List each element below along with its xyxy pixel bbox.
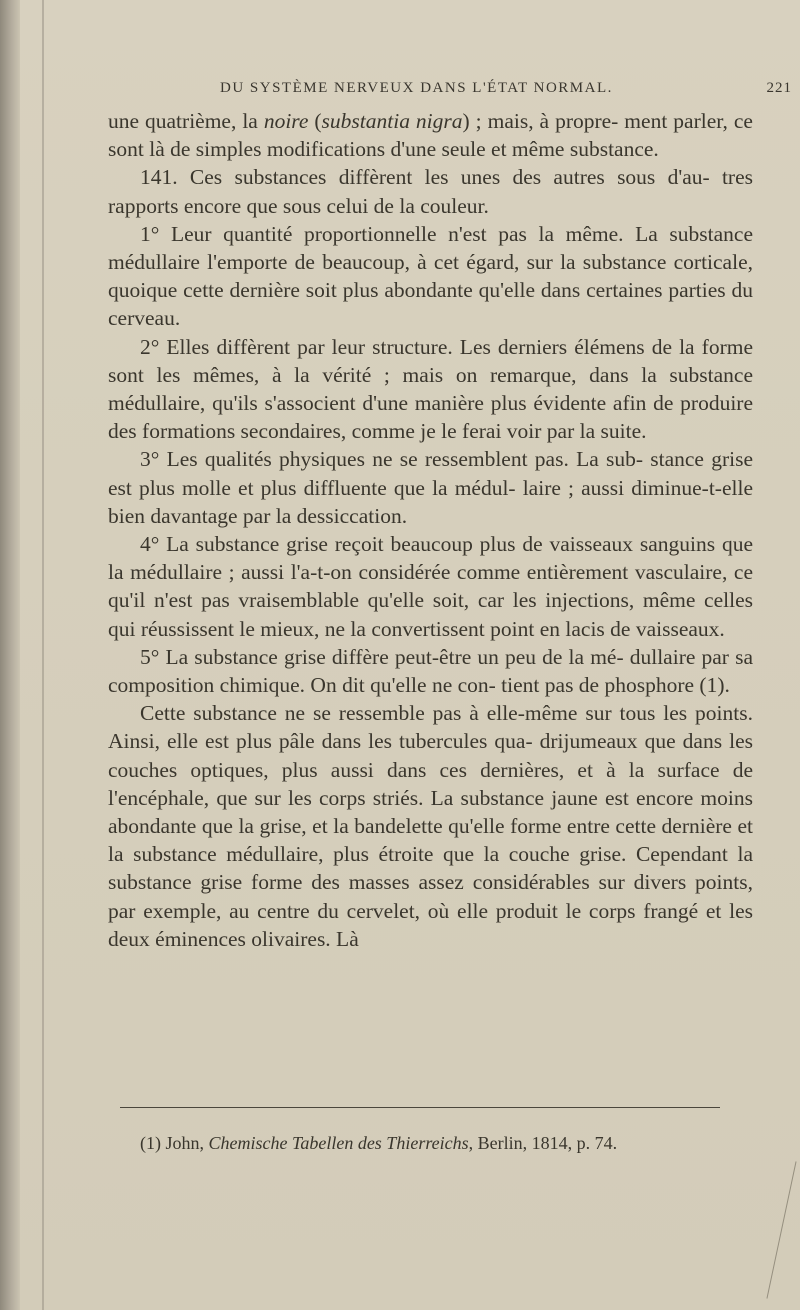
page-gutter-line xyxy=(42,0,44,1310)
running-title: DU SYSTÈME NERVEUX DANS L'ÉTAT NORMAL. xyxy=(220,80,613,96)
margin-pencil-mark xyxy=(766,1161,796,1298)
page-number: 221 xyxy=(766,80,792,96)
paragraph-point-1: 1° Leur quantité proportionnelle n'est pas la même. La substance médullaire l'emporte de beaucoup, à cet égard, sur la substance corticale, quoique cette dernière soit plus abondante qu'elle dans certaines parties du cerveau. xyxy=(108,221,753,331)
text-run: ( xyxy=(308,109,322,133)
footnote-italic-title: Chemische Tabellen des Thierreichs xyxy=(208,1133,469,1153)
paragraph-point-3: 3° Les qualités physiques ne se ressemblent pas. La sub- stance grise est plus molle et plus diffluente que la médul- laire ; aussi diminue-t-elle bien davantage par la dessiccation. xyxy=(108,447,753,528)
footnote-rest: , Berlin, 1814, p. 74. xyxy=(468,1133,618,1153)
footnote-rule xyxy=(120,1107,720,1108)
body-text xyxy=(108,107,753,953)
paragraph-point-4: 4° La substance grise reçoit beaucoup plus de vaisseaux sanguins que la médullaire ; aussi l'a-t-on considérée comme entièrement vasculaire, ce qu'il n'est pas vraisemblable qu'elle soit, car les injections, même celles qui réussissent le mieux, ne la convertissent point en lacis de vaisseaux. xyxy=(108,532,753,641)
book-spine-shadow xyxy=(0,0,20,1310)
footnote xyxy=(140,1133,760,1154)
running-header xyxy=(20,80,800,104)
text-run: ) ; mais, à propre- ment parler, ce sont là de simples modifications d'une seule et même substance. xyxy=(108,109,753,162)
paragraph-point-2: 2° Elles diffèrent par leur structure. Les derniers élémens de la forme sont les mêmes, à la vérité ; mais on remarque, dans la substance médullaire, qu'ils s'associent d'une manière plus évidente afin de produire des formations secondaires, comme je le ferai voir par la suite. xyxy=(108,334,753,444)
paragraph-continued xyxy=(108,107,753,163)
italic-term: substantia nigra xyxy=(321,109,463,133)
italic-term: noire xyxy=(263,109,309,133)
text-run: une quatrième, la xyxy=(108,109,264,133)
paragraph-point-5: 5° La substance grise diffère peut-être un peu de la mé- dullaire par sa composition chimique. On dit qu'elle ne con- tient pas de phosphore (1). xyxy=(108,644,753,698)
footnote-marker: (1) John, xyxy=(140,1133,209,1153)
book-page xyxy=(20,0,800,1310)
paragraph-141: 141. Ces substances diffèrent les unes des autres sous d'au- tres rapports encore que sous celui de la couleur. xyxy=(108,165,753,218)
paragraph-cette-substance: Cette substance ne se ressemble pas à elle-même sur tous les points. Ainsi, elle est plus pâle dans les tubercules qua- drijumeaux que dans les couches optiques, plus aussi dans ces dernières, et à la surface de l'encéphale, que sur les corps striés. La substance jaune est encore moins abondante que la grise, et la bandelette qu'elle forme entre cette dernière et la substance médullaire, plus étroite que la couche grise. Cependant la substance grise forme des masses assez considérables sur divers points, par exemple, au centre du cervelet, où elle produit le corps frangé et les deux éminences olivaires. Là xyxy=(108,701,753,951)
